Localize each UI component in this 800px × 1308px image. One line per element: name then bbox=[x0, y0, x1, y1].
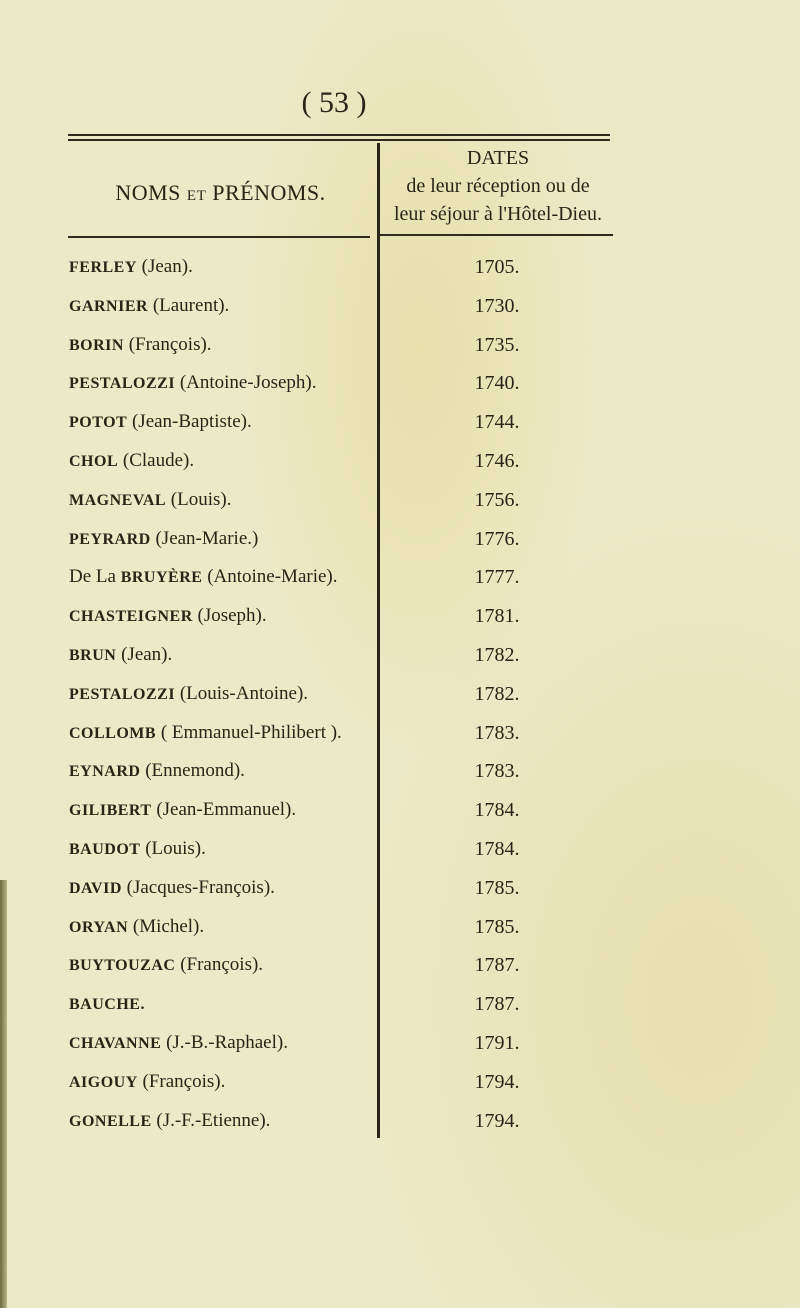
header-dates-title: DATES bbox=[466, 147, 530, 169]
given-names: (Jean-Marie.) bbox=[155, 527, 259, 549]
person-name bbox=[69, 916, 204, 938]
date: 1730. bbox=[474, 294, 520, 317]
surname: PEYRARD bbox=[69, 530, 151, 548]
header-dates-line1: de leur réception ou de bbox=[406, 175, 590, 197]
table-row bbox=[0, 566, 640, 596]
surname: GILIBERT bbox=[69, 802, 152, 820]
date: 1783. bbox=[474, 721, 520, 744]
table-row bbox=[0, 450, 640, 480]
surname: ORYAN bbox=[69, 918, 129, 936]
given-names: (Antoine-Marie). bbox=[207, 566, 338, 588]
date: 1740. bbox=[474, 372, 520, 395]
surname: FERLEY bbox=[69, 259, 137, 276]
date: 1744. bbox=[474, 411, 520, 434]
given-names: (Antoine-Joseph). bbox=[179, 372, 317, 394]
given-names: (J.-F.-Etienne). bbox=[156, 1109, 271, 1131]
date: 1776. bbox=[474, 527, 520, 550]
person-name bbox=[69, 1032, 288, 1054]
given-names: ( Emmanuel-Philibert ). bbox=[160, 721, 342, 743]
surname: EYNARD bbox=[69, 763, 141, 781]
person-name bbox=[69, 489, 231, 511]
given-names: (Ennemond). bbox=[145, 760, 245, 782]
given-names: (Jean). bbox=[141, 256, 193, 277]
table-row bbox=[0, 799, 640, 829]
date: 1756. bbox=[474, 488, 520, 511]
given-names: (Laurent). bbox=[152, 294, 230, 316]
given-names: (Jean-Baptiste). bbox=[131, 411, 252, 433]
person-name bbox=[69, 683, 308, 705]
surname: GONELLE bbox=[69, 1112, 152, 1130]
date: 1787. bbox=[474, 954, 520, 977]
table-row bbox=[0, 877, 640, 907]
surname: GARNIER bbox=[69, 297, 149, 315]
surname: BUYTOUZAC bbox=[69, 957, 176, 975]
person-name bbox=[69, 411, 252, 433]
given-names: (François). bbox=[180, 954, 264, 976]
date: 1782. bbox=[474, 644, 520, 666]
person-name bbox=[69, 954, 263, 976]
surname: DAVID bbox=[69, 879, 122, 897]
header-et: ET bbox=[186, 188, 207, 204]
date: 1784. bbox=[474, 838, 520, 860]
person-name bbox=[69, 877, 275, 899]
given-names: (Louis-Antoine). bbox=[179, 682, 309, 704]
table-row bbox=[0, 644, 640, 674]
given-names: (Claude). bbox=[122, 450, 195, 471]
header-prenoms: PRÉNOMS. bbox=[212, 180, 326, 205]
date: 1746. bbox=[474, 450, 520, 472]
date: 1787. bbox=[474, 993, 520, 1016]
person-name bbox=[69, 993, 145, 1015]
surname: BRUN bbox=[69, 647, 117, 664]
table-row bbox=[0, 1110, 640, 1140]
given-names: (J.-B.-Raphael). bbox=[166, 1032, 288, 1053]
date: 1705. bbox=[474, 256, 520, 278]
date: 1791. bbox=[474, 1032, 520, 1054]
header-rule-right bbox=[380, 234, 613, 236]
person-name bbox=[69, 760, 245, 782]
date: 1794. bbox=[474, 1109, 520, 1132]
surname: BRUYÈRE bbox=[120, 569, 203, 587]
given-names: (Louis). bbox=[145, 838, 206, 859]
person-name bbox=[69, 644, 172, 666]
person-name bbox=[69, 334, 212, 356]
given-names: (Jean). bbox=[121, 644, 173, 665]
surname: CHASTEIGNER bbox=[69, 608, 193, 626]
date: 1781. bbox=[474, 605, 520, 628]
surname: PESTALOZZI bbox=[69, 685, 176, 703]
given-names: (François). bbox=[128, 333, 212, 355]
date: 1785. bbox=[474, 876, 520, 899]
date: 1783. bbox=[474, 760, 520, 783]
header-rule-left bbox=[68, 236, 370, 238]
table-row bbox=[0, 411, 640, 441]
person-name bbox=[69, 838, 206, 860]
person-name bbox=[69, 722, 342, 744]
person-name bbox=[69, 450, 194, 472]
person-name bbox=[69, 372, 317, 394]
surname: AIGOUY bbox=[69, 1073, 138, 1091]
surname: PESTALOZZI bbox=[69, 375, 176, 393]
person-name bbox=[69, 256, 193, 278]
given-names: (François). bbox=[142, 1070, 226, 1092]
page-number: ( 53 ) bbox=[301, 86, 367, 119]
table-row bbox=[0, 295, 640, 325]
table-row bbox=[0, 1032, 640, 1062]
person-name bbox=[69, 566, 338, 588]
given-names: (Louis). bbox=[170, 488, 232, 510]
surname: BAUDOT bbox=[69, 841, 141, 858]
table-row bbox=[0, 838, 640, 868]
person-name bbox=[69, 295, 229, 317]
date: 1785. bbox=[474, 915, 520, 938]
date: 1777. bbox=[474, 566, 520, 589]
table-row bbox=[0, 1071, 640, 1101]
given-names: (Michel). bbox=[132, 915, 205, 937]
header-dates-line2: leur séjour à l'Hôtel-Dieu. bbox=[394, 203, 602, 225]
surname: CHAVANNE bbox=[69, 1035, 162, 1052]
name-prefix: De La bbox=[69, 566, 121, 588]
table-top-double-rule bbox=[68, 134, 610, 141]
surname: CHOL bbox=[69, 453, 119, 470]
names-column-header bbox=[68, 180, 373, 206]
date: 1735. bbox=[474, 333, 520, 356]
table-row bbox=[0, 722, 640, 752]
header-noms: NOMS bbox=[115, 180, 181, 205]
dates-column-header bbox=[382, 144, 614, 228]
surname: BORIN bbox=[69, 336, 124, 354]
table-row bbox=[0, 683, 640, 713]
table-row bbox=[0, 916, 640, 946]
person-name bbox=[69, 1071, 225, 1093]
person-name bbox=[69, 799, 296, 821]
person-name bbox=[69, 528, 258, 550]
person-name bbox=[69, 605, 267, 627]
surname: MAGNEVAL bbox=[69, 491, 167, 509]
date: 1784. bbox=[474, 799, 520, 822]
given-names: (Jean-Emmanuel). bbox=[156, 799, 297, 821]
column-divider bbox=[377, 143, 380, 1138]
table-row bbox=[0, 256, 640, 286]
table-row bbox=[0, 372, 640, 402]
table-row bbox=[0, 334, 640, 364]
surname: POTOT bbox=[69, 414, 128, 432]
person-name bbox=[69, 1110, 270, 1132]
date: 1782. bbox=[474, 682, 520, 705]
table-row bbox=[0, 954, 640, 984]
given-names: (Jacques-François). bbox=[126, 876, 275, 898]
surname: BAUCHE. bbox=[69, 996, 145, 1014]
date: 1794. bbox=[474, 1070, 520, 1093]
table-row bbox=[0, 528, 640, 558]
table-row bbox=[0, 760, 640, 790]
table-row bbox=[0, 993, 640, 1023]
surname: COLLOMB bbox=[69, 724, 157, 742]
table-row bbox=[0, 605, 640, 635]
given-names: (Joseph). bbox=[197, 605, 267, 627]
table-row bbox=[0, 489, 640, 519]
